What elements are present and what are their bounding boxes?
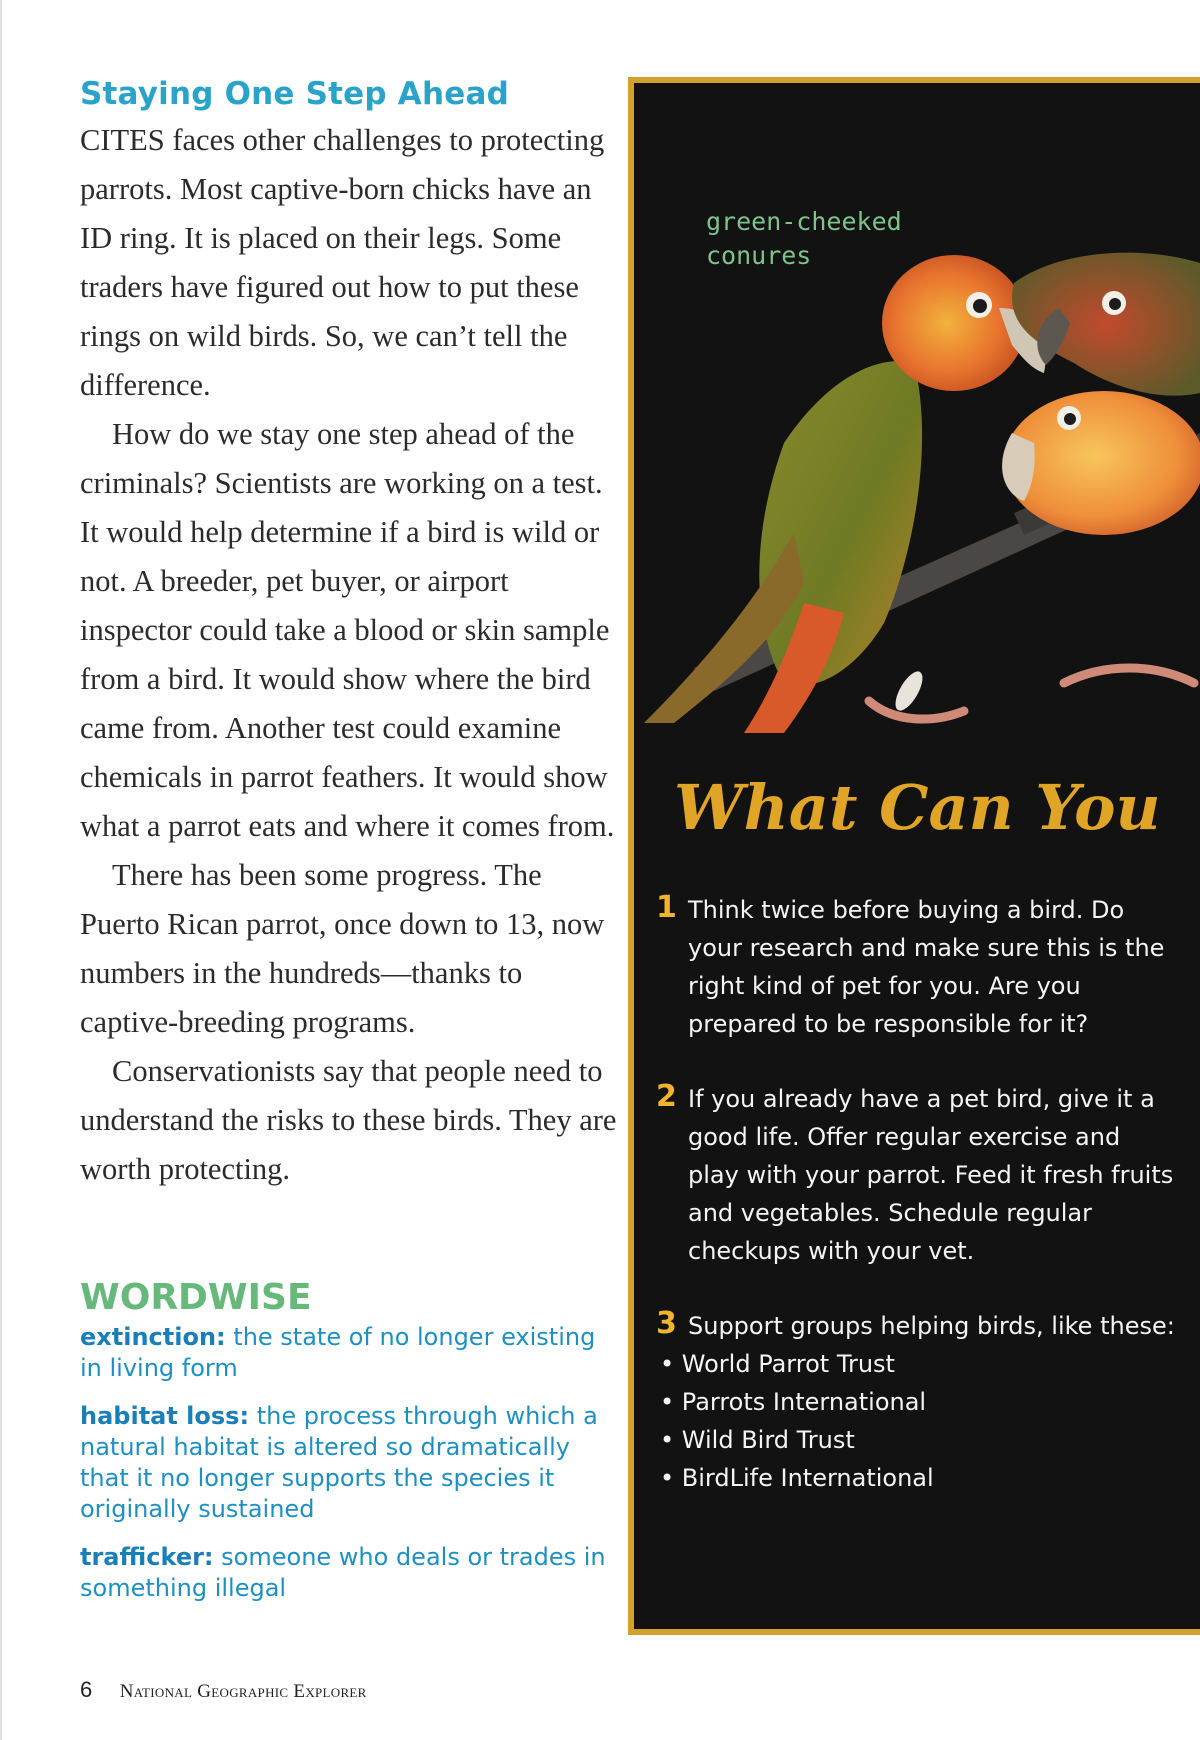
article-paragraph: How do we stay one step ahead of the criminals? Scientists are working on a test. It would help determine if a bird is wild or not. A breeder, pet buyer, or airport inspector could take a blood or skin sample from a bird. It would show where the bird came from. Another test could examine chemicals in parrot feathers. It would show what a parrot eats and where it comes from. <box>80 417 615 843</box>
tips-list <box>656 891 1176 1497</box>
wordwise-title: WORDWISE <box>80 1277 312 1318</box>
page-footer <box>80 1677 367 1703</box>
glossary-definition: the state of no longer existing in living form <box>80 1323 596 1382</box>
glossary-definition: the process through which a natural habitat is altered so dramatically that it no longer supports the species it originally sustained <box>80 1402 598 1523</box>
page-edge <box>0 0 2 1740</box>
caption-line: green-cheeked <box>706 207 902 236</box>
bird-group-item: • Parrots International <box>660 1383 1176 1421</box>
tip-text: Support groups helping birds, like these: <box>688 1312 1175 1340</box>
tip-item <box>656 1307 1176 1345</box>
article-column <box>80 72 620 1194</box>
caption-line: conures <box>706 241 812 270</box>
article-paragraph: There has been some progress. The Puerto Rican parrot, once down to 13, now numbers in the hundreds—thanks to captive-breeding programs. <box>80 858 605 1039</box>
bird-group-item: • BirdLife International <box>660 1459 1176 1497</box>
glossary-definition: someone who deals or trades in something illegal <box>80 1543 606 1602</box>
tip-item <box>656 891 1176 1043</box>
tip-item <box>656 1080 1176 1270</box>
sidebar-box <box>628 77 1200 1635</box>
tip-text: If you already have a pet bird, give it a good life. Offer regular exercise and play with your parrot. Feed it fresh fruits and vegetables. Schedule regular checkups with your vet. <box>688 1085 1174 1265</box>
glossary-entry <box>80 1322 620 1384</box>
glossary-entry <box>80 1401 620 1525</box>
page-number: 6 <box>80 1677 93 1702</box>
glossary-term: trafficker: <box>80 1543 214 1571</box>
glossary-entry <box>80 1542 620 1604</box>
tip-number: 1 <box>656 890 677 925</box>
glossary-term: extinction: <box>80 1323 226 1351</box>
tip-text: Think twice before buying a bird. Do your research and make sure this is the right kind of pet for you. Are you prepared to be responsible for it? <box>688 896 1165 1038</box>
bird-groups-list <box>656 1345 1176 1497</box>
tip-number: 3 <box>656 1306 677 1341</box>
article-paragraph: CITES faces other challenges to protecting parrots. Most captive-born chicks have an ID ring. It is placed on their legs. Some traders have figured out how to put these rings on wild birds. So, we can’t tell the difference. <box>80 123 605 402</box>
photo-caption <box>706 205 902 273</box>
parrot-photo <box>634 83 1200 743</box>
wordwise-glossary <box>80 1276 620 1621</box>
sidebar-heading: What Can You <box>674 771 1161 844</box>
tip-number: 2 <box>656 1079 677 1114</box>
article-paragraph: Conservationists say that people need to understand the risks to these birds. They are worth protecting. <box>80 1054 617 1186</box>
bird-group-item: • World Parrot Trust <box>660 1345 1176 1383</box>
magazine-name: National Geographic Explorer <box>119 1681 367 1702</box>
glossary-term: habitat loss: <box>80 1402 250 1430</box>
section-heading: Staying One Step Ahead <box>80 76 509 112</box>
bird-group-item: • Wild Bird Trust <box>660 1421 1176 1459</box>
